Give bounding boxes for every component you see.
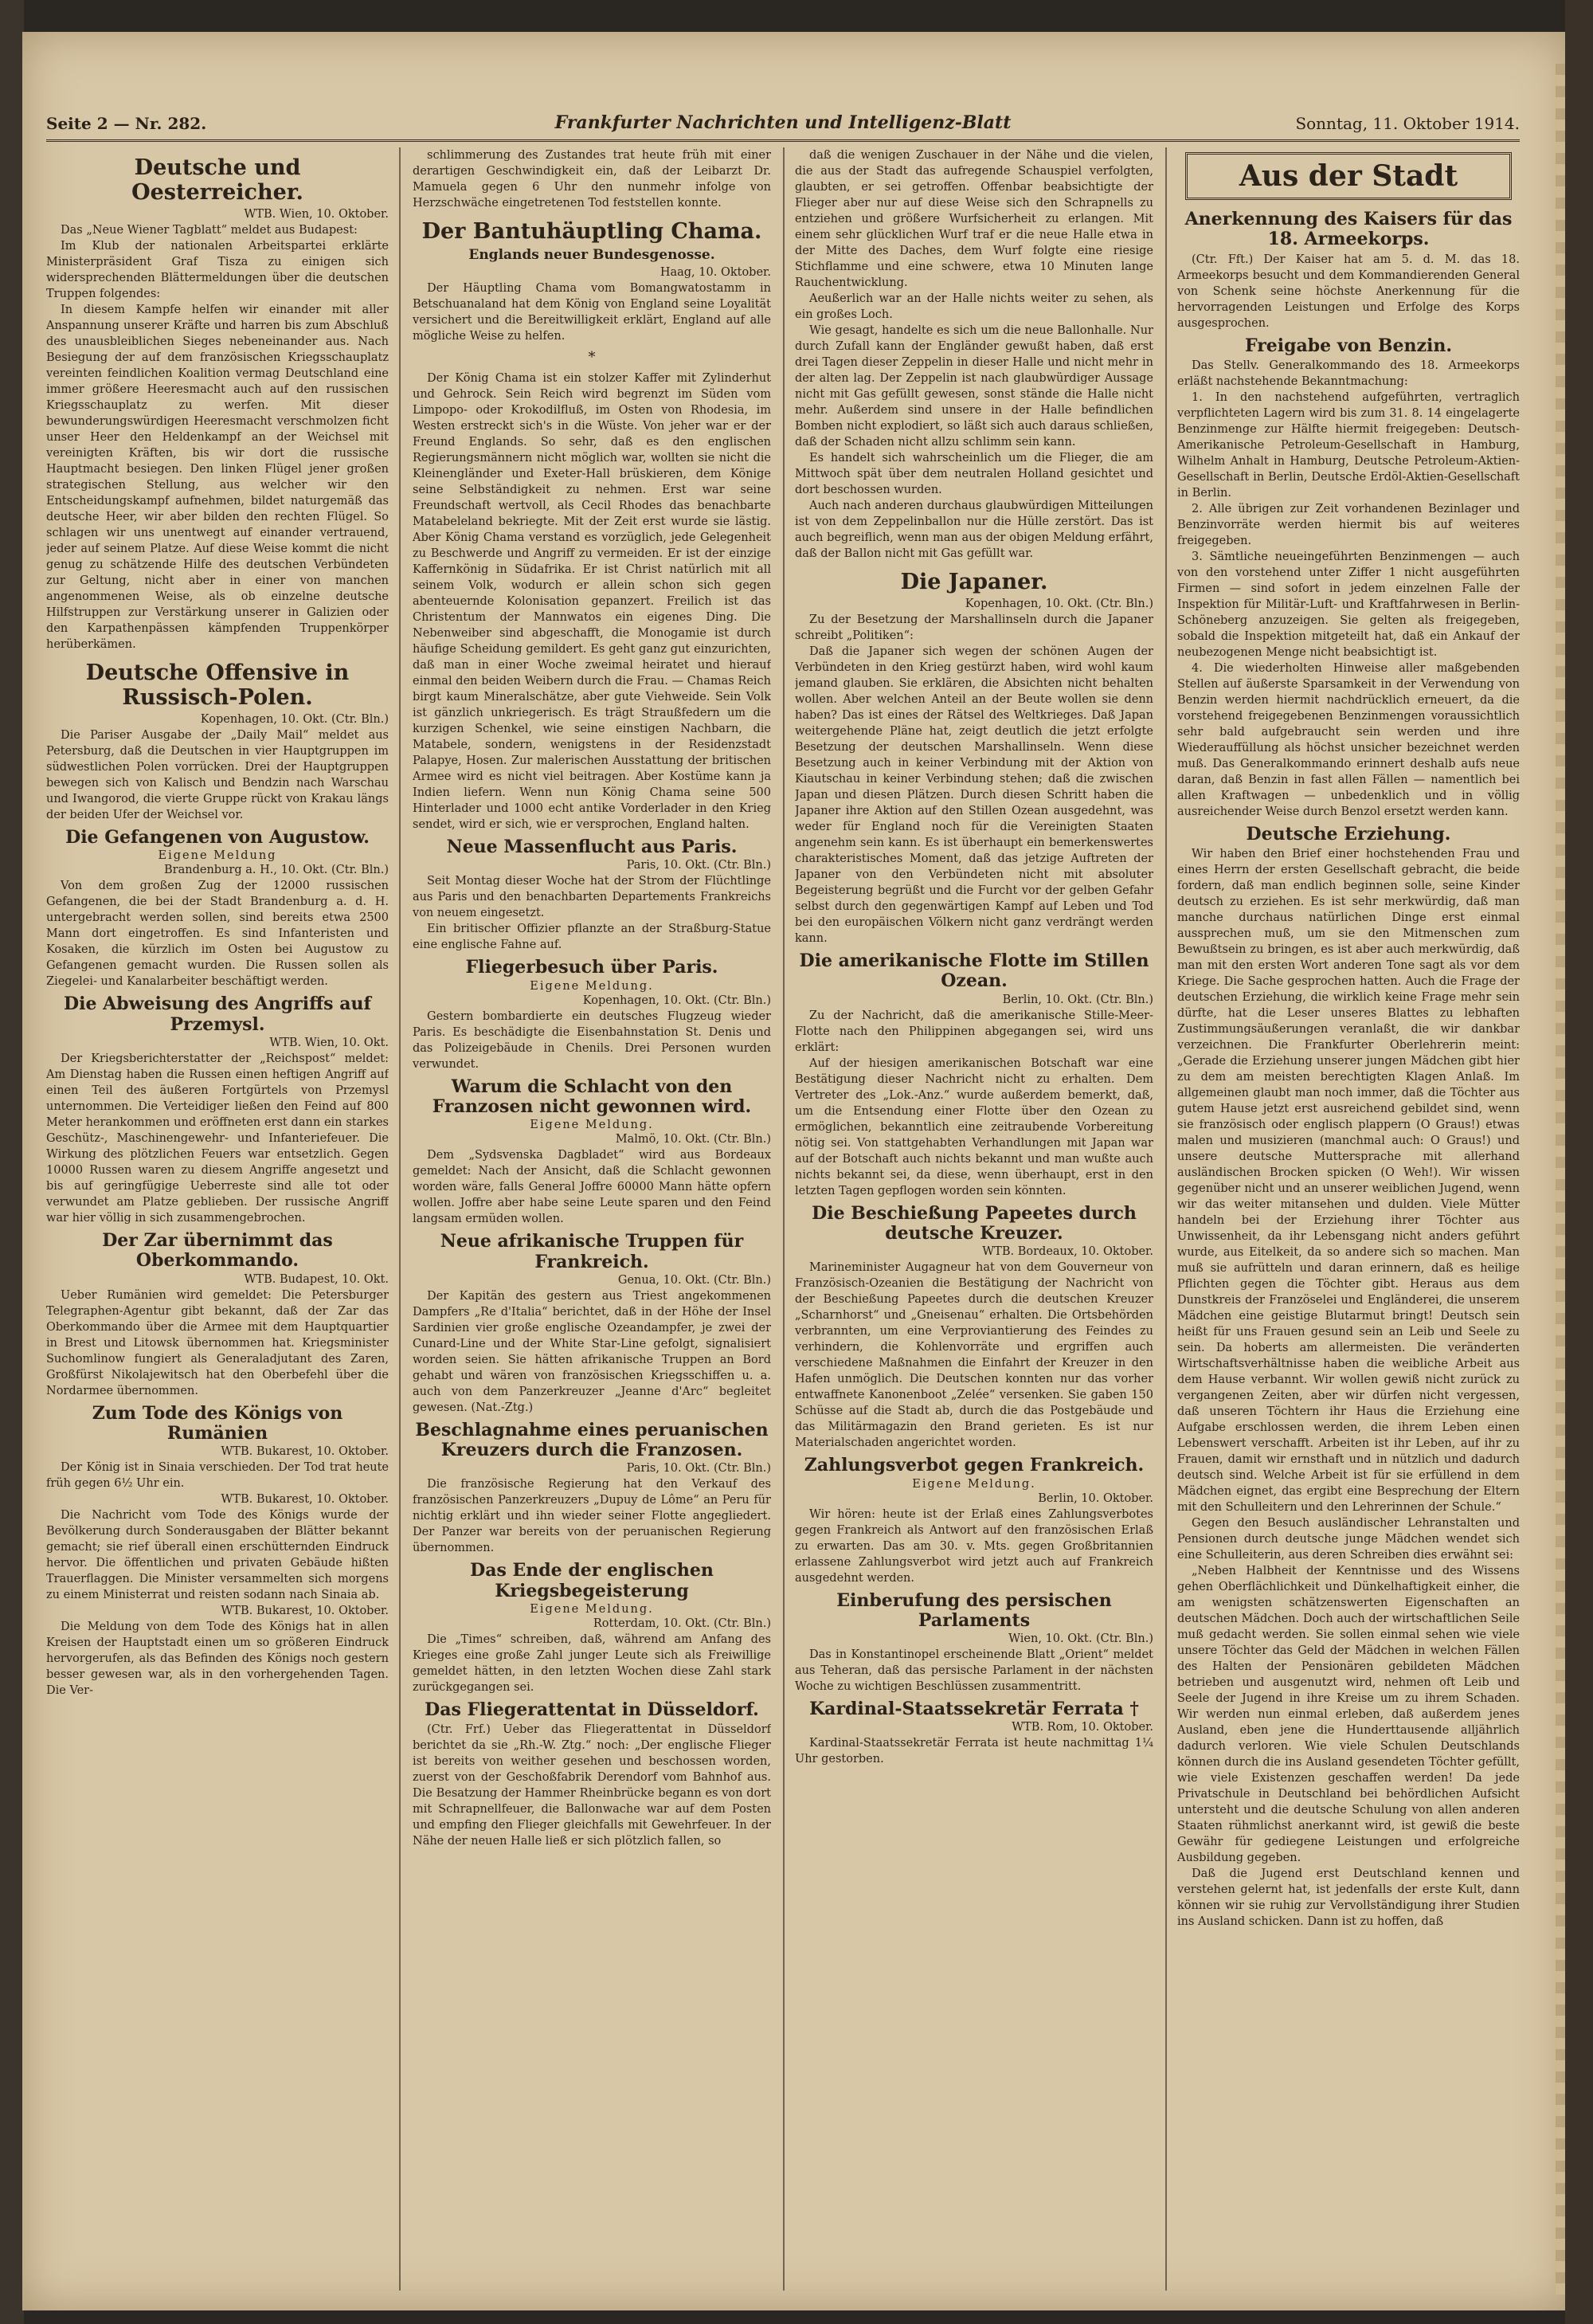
article-title: Kardinal-Staatssekretär Ferrata † — [809, 1699, 1139, 1720]
dateline: WTB. Wien, 10. Okt. — [269, 1037, 389, 1050]
article-title: Freigabe von Benzin. — [1244, 335, 1453, 356]
paragraph: Der König Chama ist ein stolzer Kaffer mit Zylinderhut und Gehrock. Sein Reich wird begrenzt im Süden vom Limpopo- oder Krokodilfluß, im Osten von Rhodesia, im Westen erstreckt sich's in die Wüste. Von jeher war er der Freund Englands. So sehr, daß es den englischen Regierungsmännern nicht möglich war, wollten sie nicht die Kleinengländer und Exeter-Hall brüskieren, dem Könige seine Selbständigkeit zu nehmen. Erst war seine Freundschaft wertvoll, als Cecil Rhodes das benachbarte Matabeleland bekriegte. Mit der Zeit erst wurde sie lästig. Aber König Chama verstand es vorzüglich, jede Gelegenheit zu Beschwerde und Angriff zu vermeiden. Er ist der einzige Kaffernkönig in Südafrika. Er ist Christ natürlich mit all seinem Volk, wodurch er allein schon sich gegen abenteuernde Kolonisation gepanzert. Freilich ist das Christentum der Mannwatos ein eigenes Ding. Die Nebenweiber sind abgeschafft, die Monogamie ist durch häufige Scheidung gemildert. Es geht ganz gut einzurichten, daß man in einer Woche zweimal heiratet und hierauf einmal den beiden Weibern durch die Frau. — Chamas Reich birgt kaum Mineralschätze, aber gute Viehweide. Sein Volk ist gänzlich unkriegerisch. Es trägt Straußfedern um die kurzigen Schenkel, wie seine einstigen Nachbarn, die Matabele, sondern, wenigstens in der Residenzstadt Palapye, Hosen. Zur malerischen Ausstattung der britischen Armee wird es nicht viel beitragen. Aber Kostüme kann ja Indien liefern. Wenn nun König Chama seine 500 Hinterlader und 1000 echt antike Vorderlader in den Krieg sendet, wird er sich, wie er versprochen, England halten. — [413, 372, 771, 832]
dateline: Wien, 10. Okt. (Ctr. Bln.) — [1008, 1632, 1153, 1646]
paragraph: In diesem Kampfe helfen wir einander mit aller Anspannung unserer Kräfte und harren bis zum Abschluß des unausbleiblichen Sieges nebeneinander aus. Nach Besiegung der auf dem französischen Kriegsschauplatz vereinten feindlichen Koalition vermag Deutschland eine immer größere Heeresmacht auch auf den russischen Kriegsschauplatz zu werfen. Mit dieser bewunderungswürdigen Heeresmacht verschmolzen ficht unser Heer den Heldenkampf an der Weichsel mit vereinigten Kräften, bis wir dort die russische Hauptmacht besiegen. Den linken Flügel jener großen strategischen Stellung, aus welcher wir den Entscheidungskampf aufnehmen, bildet naturgemäß das deutsche Heer, wir aber bilden den rechten Flügel. So schlagen wir uns unentwegt auf einander vertrauend, jeder auf seinem Platze. Auf diese Weise kommt die nicht genug zu schätzende Hilfe des deutschen Verbündeten zur Geltung, nicht aber in einer von manchen angenommenen Weise, als ob einzelne deutsche Hilfstruppen zur Verstärkung unserer in Galizien oder den Karpathenpässen kämpfenden Truppenkörper herüberkämen. — [46, 304, 389, 652]
dateline: Malmö, 10. Okt. (Ctr. Bln.) — [615, 1133, 771, 1146]
paragraph: daß die wenigen Zuschauer in der Nähe und die vielen, die aus der Stadt das aufregende Schauspiel verfolgten, glaubten, er sei getroffen. Offenbar beabsichtigte der Flieger aber nur auf diese Weise sich den Schrapnells zu entziehen und größere Wurfsicherheit zu erlangen. Mit einem sehr glücklichen Wurf traf er die neue Halle etwa in der Mitte des Daches, dem Wurf folgte eine riesige Stichflamme und eine schwere, etwa 10 Minuten lange Rauchentwicklung. — [795, 149, 1153, 289]
paragraph: Auf der hiesigen amerikanischen Botschaft war eine Bestätigung dieser Nachricht nicht zu erhalten. Dem Vertreter des „Lok.-Anz.“ wurde außerdem bemerkt, daß, um die Entsendung einer Flotte über den Ozean zu ermöglichen, bekanntlich eine zeitraubende Vorbereitung nötig sei. Von stattgehabten Verhandlungen mit Japan war auf der Botschaft auch nichts bekannt und man wußte auch nichts bekannt sei, da diese, wenn überhaupt, erst in den letzten Tagen gepflogen worden sein könnten. — [795, 1056, 1153, 1197]
eigene-meldung: Eigene Meldung. — [530, 979, 654, 993]
article-title: Neue afrikanische Truppen für Frankreich. — [440, 1231, 744, 1272]
eigene-meldung: Eigene Meldung. — [530, 1119, 654, 1132]
article-title: Warum die Schlacht von den Franzosen nicht gewonnen wird. — [432, 1076, 752, 1117]
paragraph: Wir haben den Brief einer hochstehenden Frau und eines Herrn der ersten Gesellschaft gebracht, die beide fordern, daß man endlich beginnen solle, seine Kinder deutsch zu erziehen. Es ist sehr merkwürdig, daß man manche durchaus natürlichen Dinge erst einmal aussprechen muß, um sie den Mitmenschen zum Bewußtsein zu bringen, es ist aber auch merkwürdig, daß man mit den ersten Wort anderen Tone sagt als vor dem Kriege. Die Sache gesprochen hatten. Auch die Frage der deutschen Erziehung, die wirklich keine Frage mehr sein dürfte, hat die Leser unseres Blattes zu lebhaften Zustimmungsäußerungen veranlaßt, die wir dankbar verzeichnen. Die Frankfurter Oberlehrerin meint: „Gerade die Erziehung unserer jungen Mädchen gibt hier zu dem am meisten berechtigten Klagen Anlaß. Im allgemeinen glaubt man noch immer, daß die Töchter aus gutem Hause jetzt erst ausreichend gebildet sind, wenn sie französisch oder englisch plappern (O Graus!) etwas malen und musizieren (manchmal auch: O Graus!) und unsere deutsche Muttersprache mit allerhand ausländischen Brocken spicken (O Weh!). Wir wissen gegenüber nicht und an unserer weiblichen Jugend, wenn wir das weiter mitansehen und dulden. Viele Mütter handeln bei der Erziehung ihrer Töchter aus Unwissenheit, da ihr Lebensgang nicht anders geführt wurde, aus Eitelkeit, da so andere sich so machen. Man muß sie aufrütteln und daran erinnern, daß es heilige Pflichten gegen die Töchter gibt. Heraus aus dem Dunstkreis der Französelei und Engländerei, die unserem Mädchen eine geistige Blutarmut bringt! Deutsch sein heißt für uns Frauen gesund sein an Leib und Seele zu sein. Da hoberts am allermeisten. Die veränderten Wirtschaftsverhältnisse haben die weibliche Arbeit aus dem Hause verbannt. Wir wollen gewiß nicht zurück zu vergangenen Zeiten, aber wir dürfen nicht vergessen, daß unseren Töchtern ihr Haus die Erziehung eine Aufgabe erschlossen werden, die ihrem Leben einen Lebenswert verschafft. Arbeiten ist ihr Leben, auf ihr zu Frauen, damit wir ernsthaft und in nützlich und dadurch deutsch sind. Welche Arbeit ist für sie erfüllend in dem Mädchen eignet, das ergibt eine Besprechung der Eltern mit den Schulleitern und den Lehrerinnen der Schule.“ — [1177, 848, 1520, 1515]
dateline: WTB. Wien, 10. Oktober. — [244, 208, 389, 221]
paragraph: Die „Times“ schreiben, daß, während am Anfang des Krieges eine große Zahl junger Leute sich als Freiwillige gemeldet hätten, in den letzten Wochen diese Zahl stark zurückgegangen sei. — [413, 1633, 771, 1695]
paragraph: Zu der Nachricht, daß die amerikanische Stille-Meer-Flotte nach den Philippinen abgegangen sei, wird uns erklärt: — [795, 1009, 1153, 1054]
article-title: Anerkennung des Kaisers für das 18. Armeekorps. — [1184, 209, 1513, 250]
dateline: Kopenhagen, 10. Okt. (Ctr. Bln.) — [582, 993, 771, 1007]
paragraph: (Ctr. Fft.) Der Kaiser hat am 5. d. M. das 18. Armeekorps besucht und dem Kommandierenden General von Schenk seine höchste Anerkennung für die hervorragenden Leistungen und Erfolge des Korps ausgesprochen. — [1177, 253, 1520, 330]
column-1 — [46, 147, 389, 2291]
paragraph: Der Kapitän des gestern aus Triest angekommenen Dampfers „Re d'Italia“ berichtet, daß in der Höhe der Insel Sardinien vier große englische Ozeandampfer, je zwei der Cunard-Line und der White Star-Line gefolgt, signalisiert worden seien. Sie hätten afrikanische Truppen an Bord gehabt und wären von französischen Kriegsschiffen u. a. auch von dem Panzerkreuzer „Jeanne d'Arc“ begleitet gewesen. (Nat.-Ztg.) — [413, 1289, 771, 1414]
dateline: WTB. Bukarest, 10. Oktober. — [221, 1605, 389, 1618]
paragraph: schlimmerung des Zustandes trat heute früh mit einer derartigen Geschwindigkeit ein, daß der Leibarzt Dr. Mamuela gegen 6 Uhr den nunmehr infolge von Herzschwäche eingetretenen Tod feststellen konnte. — [413, 149, 771, 210]
eigene-meldung: Eigene Meldung — [158, 849, 277, 863]
dateline: Haag, 10. Oktober. — [660, 266, 771, 280]
dateline: Berlin, 10. Okt. (Ctr. Bln.) — [1002, 993, 1153, 1006]
paragraph: Die französische Regierung hat den Verkauf des französischen Panzerkreuzers „Dupuy de Lôme“ an Peru für nichtig erklärt und ihn wieder seiner Flotte angegliedert. Der Panzer war bereits von der peruanischen Regierung übernommen. — [413, 1478, 771, 1555]
column-rule — [1165, 147, 1167, 2291]
article-title: Fliegerbesuch über Paris. — [465, 957, 718, 978]
article-title: Zahlungsverbot gegen Frankreich. — [804, 1455, 1145, 1476]
paragraph: Wie gesagt, handelte es sich um die neue Ballonhalle. Nur durch Zufall kann der Engländer gewußt haben, daß erst drei Tagen dieser Zeppelin in dieser Halle und nicht mehr in der alten lag. Der Zeppelin ist nach glaubwürdiger Aussage nicht mit Gas gefüllt gewesen, sonst stände die Halle nicht mehr. Außerdem sind unsere in der Halle befindlichen Bomben nicht explodiert, so läßt sich auch daraus schließen, daß der Schaden nicht allzu schlimm sein kann. — [795, 324, 1153, 449]
newspaper-page — [22, 32, 1568, 2310]
paragraph: Im Klub der nationalen Arbeitspartei erklärte Ministerpräsident Graf Tisza zu einigen sich widersprechenden Blättermeldungen über die deutschen Truppen folgendes: — [46, 240, 389, 301]
article-title: Der Bantuhäuptling Chama. — [421, 219, 762, 244]
paragraph: Die Meldung von dem Tode des Königs hat in allen Kreisen der Hauptstadt einen um so größeren Eindruck hervorgerufen, als das Befinden des Königs noch gestern besser gewesen war, als in den vorhergehenden Tagen. Die Ver- — [46, 1621, 389, 1698]
paragraph: Daß die Jugend erst Deutschland kennen und verstehen gelernt hat, ist jedenfalls der erste Kult, dann können wir sie ruhig zur Vervollständigung ihrer Studien ins Ausland schicken. Dann ist zu hoffen, daß — [1177, 1867, 1520, 1929]
article-title: Die Gefangenen von Augustow. — [65, 827, 370, 848]
paragraph: Kardinal-Staatssekretär Ferrata ist heute nachmittag 1¼ Uhr gestorben. — [795, 1737, 1153, 1766]
dateline: Rotterdam, 10. Okt. (Ctr. Bln.) — [593, 1617, 771, 1631]
paragraph: Marineminister Augagneur hat von dem Gouverneur von Französisch-Ozeanien die Bestätigung der Nachricht von der Beschießung Papeetes durch die deutschen Kreuzer „Scharnhorst“ und „Gneisenau“ erhalten. Die Ortsbehörden verbrannten, um eine Verproviantierung des Feindes zu verhindern, die Kohlenvorräte und ergriffen auch verschiedene Maßnahmen die Einfahrt der Kreuzer in den Hafen unmöglich. Die Deutschen konnten nur das vorher entwaffnete Kanonenboot „Zelée“ versenken. Sie gaben 150 Schüsse auf die Stadt ab, durch die das Postgebäude und das Militärmagazin den Brand gerieten. Es ist nur Materialschaden angerichtet worden. — [795, 1261, 1153, 1450]
column-3 — [795, 147, 1153, 2291]
paragraph: Das „Neue Wiener Tagblatt“ meldet aus Budapest: — [61, 224, 358, 237]
section-title: Aus der Stadt — [1185, 152, 1512, 200]
article-title: Das Ende der englischen Kriegsbegeisterung — [470, 1560, 714, 1601]
dateline: WTB. Bukarest, 10. Oktober. — [221, 1445, 389, 1459]
paragraph: Daß die Japaner sich wegen der schönen Augen der Verbündeten in den Krieg gestürzt haben, wird wohl kaum jemand glauben. Sie erklären, die Absichten nicht behalten wollen. Aber welchen Anteil an der Beute wollen sie denn haben? Das ist eines der Rätsel des Weltkrieges. Daß Japan weitergehende Pläne hat, zeigt deutlich die jetzt erfolgte Besetzung der deutschen Marshallinseln. Wenn diese Besetzung auch in keiner Verbindung mit der Aktion von Kiautschau in keiner Verbindung stehen; daß die zwischen Japan und diesen Plätzen. Durch diesen Schritt haben die Japaner ihre Aktion auf den Stillen Ozean ausgedehnt, was weder für England noch für die Vereinigten Staaten angenehm sein kann. Es ist überhaupt ein bemerkenswertes charakteristisches Moment, daß das jetzige Auftreten der Japaner von den Verbündeten nicht mit absoluter Begeisterung begrüßt und die Furcht vor der gelben Gefahr selbst durch den gegenwärtigen Kampf auf Leben und Tod bei den europäischen Völkern nicht ganz verdrängt werden kann. — [795, 645, 1153, 946]
dateline: Kopenhagen, 10. Okt. (Ctr. Bln.) — [200, 713, 389, 727]
column-2 — [413, 147, 771, 2291]
paragraph: Es handelt sich wahrscheinlich um die Flieger, die am Mittwoch spät über dem neutralen Holland gesichtet und dort beschossen wurden. — [795, 452, 1153, 496]
dateline: Paris, 10. Okt. (Ctr. Bln.) — [626, 1462, 771, 1476]
dateline: WTB. Rom, 10. Oktober. — [1012, 1721, 1153, 1734]
paragraph: Der Häuptling Chama vom Bomangwatostamm in Betschuanaland hat dem König von England seine Loyalität versichert und die Bereitwilligkeit erklärt, England auf alle mögliche Weise zu helfen. — [413, 282, 771, 343]
torn-edge — [1556, 64, 1565, 2295]
dateline: Brandenburg a. H., 10. Okt. (Ctr. Bln.) — [164, 864, 389, 877]
column-rule — [783, 147, 785, 2291]
article-title: Der Zar übernimmt das Oberkommando. — [102, 1230, 333, 1272]
article-title: Zum Tode des Königs von Rumänien — [92, 1402, 343, 1444]
article-title: Die Beschießung Papeetes durch deutsche Kreuzer. — [812, 1202, 1137, 1244]
article-title: Die Japaner. — [900, 570, 1048, 594]
paragraph: Seit Montag dieser Woche hat der Strom der Flüchtlinge aus Paris und den benachbarten Departements Frankreichs von neuem eingesetzt. — [413, 875, 771, 920]
paragraph: Von dem großen Zug der 12000 russischen Gefangenen, die bei der Stadt Brandenburg a. d. H. untergebracht werden sollen, sind bereits etwa 2500 Mann dort eingetroffen. Es sind Infanteristen und Kosaken, die kürzlich im Osten bei Augustow zu Gefangenen gemacht wurden. Die Russen sollen als Ziegelei- und Kanalarbeiter beschäftigt werden. — [46, 880, 389, 989]
paragraph: Ueber Rumänien wird gemeldet: Die Petersburger Telegraphen-Agentur gibt bekannt, daß der Zar das Oberkommando über die Armee mit dem Hauptquartier in Brest und Litowsk übernommen hat. Kriegsminister Suchomlinow fungiert als Generaladjutant des Zaren, Großfürst Nikolajewitsch hat den Oberbefehl über die Nordarmee übernommen. — [46, 1288, 389, 1397]
binding-edge — [0, 0, 24, 2324]
dateline: Genua, 10. Okt. (Ctr. Bln.) — [617, 1273, 771, 1287]
article-title: Deutsche Offensive in Russisch-Polen. — [85, 660, 350, 711]
paragraph: Der Kriegsberichterstatter der „Reichspost“ meldet: Am Dienstag haben die Russen einen heftigen Angriff auf einen Teil des äußeren Fortgürtels von Przemysl unternommen. Die Verteidiger ließen den Feind auf 800 Meter herankommen und eröffneten erst dann ein starkes Geschütz-, Maschinengewehr- und Infanteriefeuer. Die Wirkung des plötzlichen Feuers war entsetzlich. Gegen 10000 Russen waren zu diesem Angriffe angesetzt und bis auf geringfügige Ueberreste sind alle tot oder verwundet am Platze geblieben. Der russische Angriff war hier völlig in sich zusammengebrochen. — [46, 1052, 389, 1225]
dateline: WTB. Bordeaux, 10. Oktober. — [982, 1245, 1153, 1259]
paragraph: Die Nachricht vom Tode des Königs wurde der Bevölkerung durch Sonderausgaben der Blätter bekannt gemacht; sie rief überall einen erschütternden Eindruck hervor. Die öffentlichen und privaten Gebäude hißten Trauerflaggen. Die Minister versammelten sich morgens zu einem Ministerrat und reisten sodann nach Sinaia ab. — [46, 1509, 389, 1602]
article-subtitle: Englands neuer Bundesgenosse. — [468, 247, 715, 264]
dateline: Berlin, 10. Oktober. — [1038, 1491, 1153, 1505]
article-title: Einberufung des persischen Parlaments — [836, 1589, 1112, 1631]
article-title: Beschlagnahme eines peruanischen Kreuzers durch die Franzosen. — [415, 1419, 769, 1461]
paragraph: Gegen den Besuch ausländischer Lehranstalten und Pensionen durch deutsche junge Mädchen wendet sich eine Schulleiterin, aus deren Schreiben dies erwähnt sei: — [1177, 1517, 1520, 1562]
article-title: Deutsche Erziehung. — [1246, 823, 1451, 845]
paragraph: Aeußerlich war an der Halle nichts weiter zu sehen, als ein großes Loch. — [795, 292, 1153, 321]
paragraph: Das Stellv. Generalkommando des 18. Armeekorps erläßt nachstehende Bekanntmachung: — [1177, 359, 1520, 388]
paragraph: Dem „Sydsvenska Dagbladet“ wird aus Bordeaux gemeldet: Nach der Ansicht, daß die Schlacht gewonnen worden wäre, falls General Joffre 60000 Mann hätte opfern wollen. Joffre aber habe seine Leute sparen und den Feind langsam ermüden wollen. — [413, 1149, 771, 1226]
paragraph: 3. Sämtliche neueingeführten Benzinmengen — auch von den vorstehend unter Ziffer 1 nicht ausgeführten Firmen — sind sofort in jedem einzelnen Falle der Inspektion für Militär-Luft- und Kraftfahrwesen in Berlin-Schöneberg anzuzeigen. Sie gelten als freigegeben, sobald die Inspektion mitgeteilt hat, daß ein Ankauf der neubezogenen Menge nicht beabsichtigt ist. — [1177, 550, 1520, 659]
separator: * — [588, 349, 596, 366]
paragraph: Gestern bombardierte ein deutsches Flugzeug wieder Paris. Es beschädigte die Eisenbahnstation St. Denis und das Polizeigebäude in Chenils. Drei Personen wurden verwundet. — [413, 1009, 771, 1071]
paragraph: Wir hören: heute ist der Erlaß eines Zahlungsverbotes gegen Frankreich als Antwort auf den französischen Erlaß zu erwarten. Das am 30. v. Mts. gegen Großbritannien erlassene Zahlungsverbot wird jetzt auch auf Frankreich ausgedehnt werden. — [795, 1507, 1153, 1585]
article-title: Die amerikanische Flotte im Stillen Ozean. — [799, 950, 1149, 992]
article-title: Deutsche und Oesterreicher. — [131, 155, 303, 206]
eigene-meldung: Eigene Meldung. — [912, 1477, 1036, 1491]
dateline: WTB. Bukarest, 10. Oktober. — [221, 1493, 389, 1507]
dateline: WTB. Budapest, 10. Okt. — [244, 1272, 389, 1286]
paragraph: Die Pariser Ausgabe der „Daily Mail“ meldet aus Petersburg, daß die Deutschen in vier Hauptgruppen im südwestlichen Polen vorrücken. Drei der Hauptgruppen bewegen sich von Kalisch und Bendzin nach Warschau und Iwangorod, die vierte Gruppe rückt von Krakau längs der beiden Ufer der Weichsel vor. — [46, 729, 389, 822]
paragraph: Zu der Besetzung der Marshallinseln durch die Japaner schreibt „Politiken“: — [795, 613, 1153, 643]
paragraph: 2. Alle übrigen zur Zeit vorhandenen Bezinlager und Benzinvorräte werden hiermit bis auf weiteres freigegeben. — [1177, 502, 1520, 547]
masthead: Frankfurter Nachrichten und Intelligenz-Blatt — [554, 112, 1012, 133]
paragraph: Ein britischer Offizier pflanzte an der Straßburg-Statue eine englische Fahne auf. — [413, 923, 771, 952]
article-title: Neue Massenflucht aus Paris. — [446, 837, 738, 858]
paragraph: Auch nach anderen durchaus glaubwürdigen Mitteilungen ist von dem Zeppelinballon nur die Hülle zerstört. Das ist auch begreiflich, wenn man aus der obigen Meldung erfährt, daß der Ballon nicht mit Gas gefüllt war. — [795, 500, 1153, 560]
paragraph: Das in Konstantinopel erscheinende Blatt „Orient“ meldet aus Teheran, daß das persische Parlament in der nächsten Woche zu wichtigen Beschlüssen zusammentritt. — [795, 1648, 1153, 1694]
page-number: Seite 2 — Nr. 282. — [46, 114, 207, 133]
dateline: Paris, 10. Okt. (Ctr. Bln.) — [626, 859, 771, 872]
issue-date: Sonntag, 11. Oktober 1914. — [1295, 114, 1520, 133]
paragraph: Der König ist in Sinaia verschieden. Der Tod trat heute früh gegen 6½ Uhr ein. — [46, 1461, 389, 1491]
paragraph: „Neben Halbheit der Kenntnisse und des Wissens gehen Oberflächlichkeit und Dünkelhaftigkeit einher, die am wenigsten schätzenswerten Eigenschaften an deutschen Mädchen. Doch auch der wirtschaftlichen Seile muß gedacht werden. Sie sollen einmal sehen wie viele unsere Töchter das Geld der Mädchen in welchen Fällen des Halten der Pensionären gebildeten Mädchen betrieben und ausgenutzt wird, nehmen oft Leib und Seele der Jugend in ihre Kreise um zu ihrem Schaden. Wir werden nun einmal erleben, daß außerdem jenes Ausland, eben jene die Hunderttausende alljährlich dadurch verloren. Wie viele Schulen Deutschlands können durch die ins Ausland gesendeten Töchter gefüllt, wie viele Existenzen geschaffen werden! Da jede Privatschule in Deutschland bei behördlichen Aufsicht untersteht und die deutsche Schulung von allen anderen Staaten rühmlichst anerkannt wird, ist gewiß die beste Gewähr für gediegene Leistungen und erfolgreiche Ausbildung gegeben. — [1177, 1565, 1520, 1865]
column-4 — [1177, 147, 1520, 2291]
eigene-meldung: Eigene Meldung. — [530, 1603, 654, 1617]
paragraph: 1. In den nachstehend aufgeführten, vertraglich verpflichteten Lagern wird bis zum 31. 8. 14 eingelagerte Benzinmenge zur Hälfte hiermit freigegeben: Deutsch-Amerikanische Petroleum-Gesellschaft in Hamburg, Wilhelm Anhalt in Hamburg, Deutsche Petroleum-Aktien-Gesellschaft in Berlin, Deutsche Erdöl-Aktien-Gesellschaft in Berlin. — [1177, 390, 1520, 500]
column-rule — [399, 147, 401, 2291]
right-page-edge — [1565, 0, 1593, 2324]
paragraph: 4. Die wiederholten Hinweise aller maßgebenden Stellen auf äußerste Sparsamkeit in der Verwendung von Benzin werden hiermit nachdrücklich erneuert, da die vorstehend freigegebenen Benzinmengen voraussichtlich sehr bald aufgebraucht sein werden und ihre Wiederauffüllung als höchst unsicher bezeichnet werden muß. Das Generalkommando erinnert deshalb aufs neue daran, daß Benzin in fast allen Fällen — namentlich bei allen Kraftwagen — unbedenklich und in völlig ausreichender Weise durch Benzol ersetzt werden kann. — [1177, 661, 1520, 818]
dateline: Kopenhagen, 10. Okt. (Ctr. Bln.) — [965, 598, 1153, 611]
paragraph: (Ctr. Frf.) Ueber das Fliegerattentat in Düsseldorf berichtet da sie „Rh.-W. Ztg.“ noch: „Der englische Flieger ist bereits von weither gesehen und beschossen worden, zuerst von der Geschoßfabrik Derendorf vom Bahnhof aus. Die Besatzung der Hammer Rheinbrücke begann es von dort mit Schrapnellfeuer, die Ballonwache war auf dem Posten und empfing den Flieger gleichfalls mit Gewehrfeuer. In der Nähe der neuen Halle ließ er sich plötzlich fallen, so — [413, 1723, 771, 1848]
page-header — [46, 108, 1520, 142]
article-title: Die Abweisung des Angriffs auf Przemysl. — [64, 993, 371, 1035]
article-title: Das Fliegerattentat in Düsseldorf. — [425, 1699, 759, 1721]
